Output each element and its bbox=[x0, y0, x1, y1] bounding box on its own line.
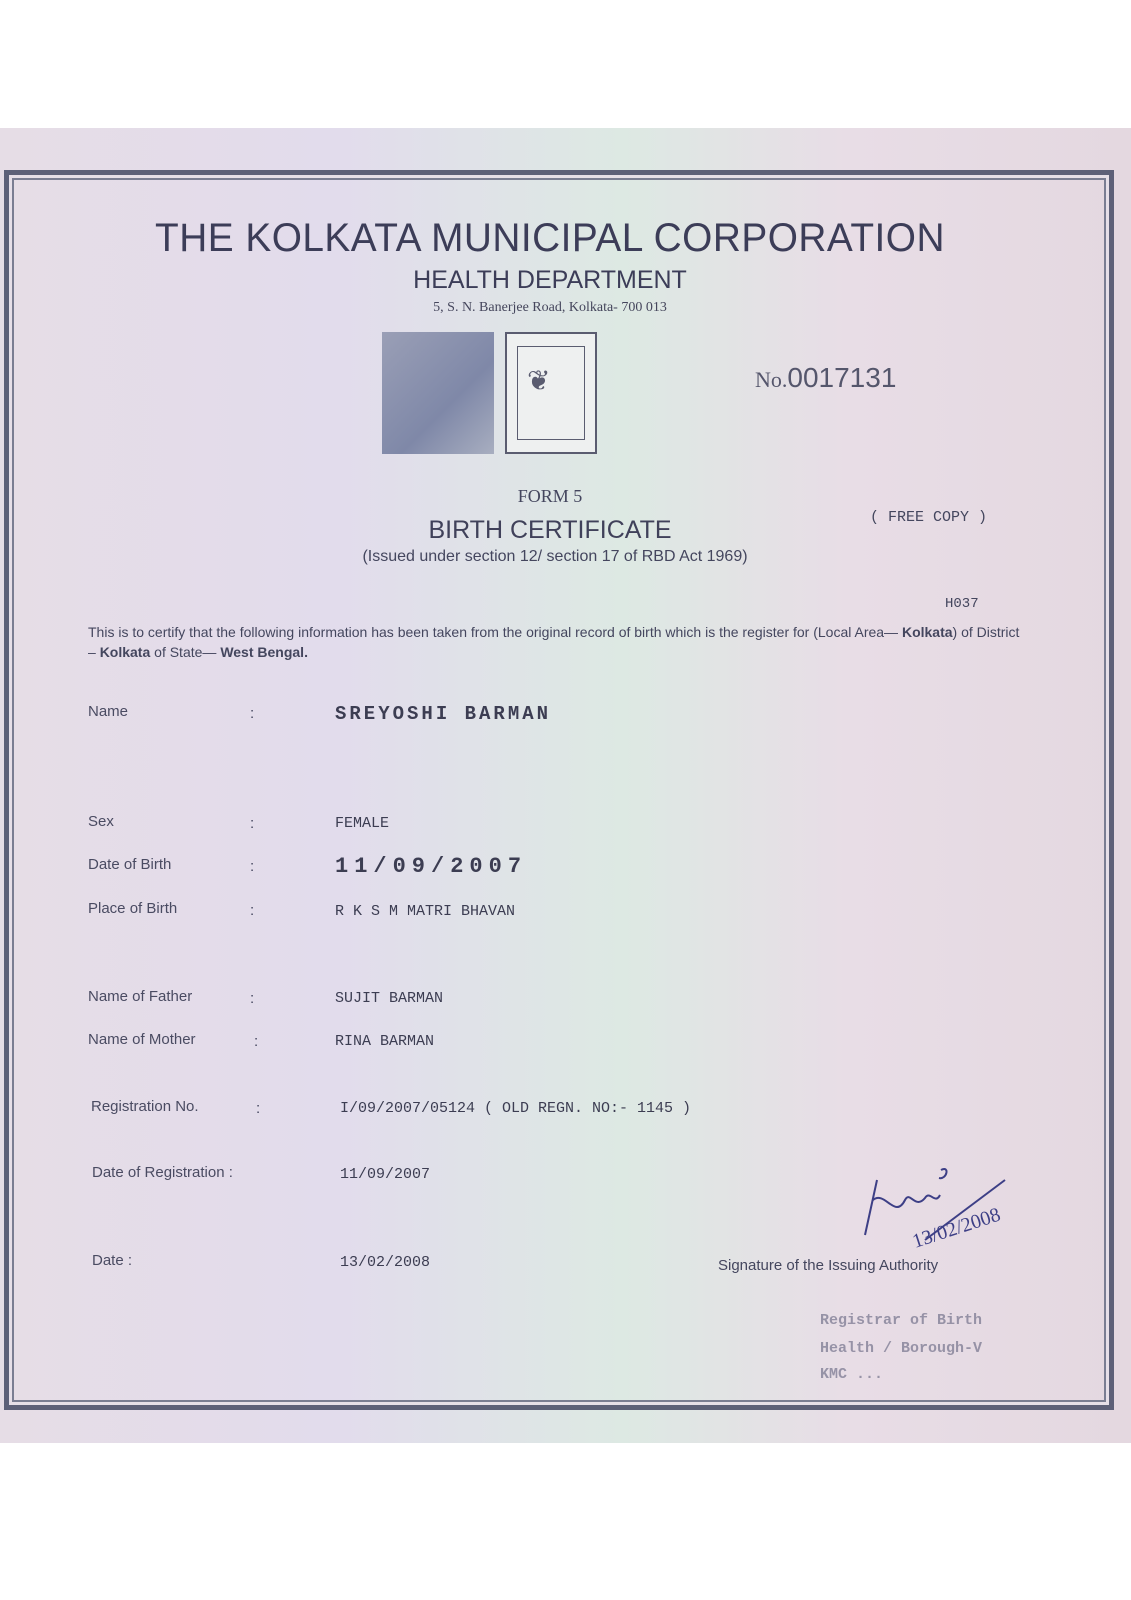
dob-label: Date of Birth bbox=[88, 856, 172, 873]
form-number: FORM 5 bbox=[517, 486, 583, 506]
colon: : bbox=[250, 902, 255, 919]
name-value: SREYOSHI BARMAN bbox=[335, 703, 552, 725]
reg-date-label: Date of Registration : bbox=[92, 1164, 233, 1181]
address: 5, S. N. Banerjee Road, Kolkata- 700 013 bbox=[433, 300, 667, 315]
colon: : bbox=[250, 705, 255, 722]
stamp-line: Registrar of Birth bbox=[820, 1312, 983, 1329]
colon: : bbox=[250, 815, 255, 832]
reg-no-value: I/09/2007/05124 ( OLD REGN. NO:- 1145 ) bbox=[340, 1100, 692, 1117]
mother-label: Name of Mother bbox=[88, 1031, 196, 1048]
issued-under: (Issued under section 12/ section 17 of RBD Act 1969) bbox=[362, 548, 748, 565]
sex-value: FEMALE bbox=[335, 815, 390, 832]
colon: : bbox=[256, 1100, 261, 1117]
stamp-line: Health / Borough-V bbox=[820, 1340, 983, 1357]
certify-paragraph: This is to certify that the following information has been taken from the original record of birth which is the register for (Local Area— Kolkata) of District – Kolkata of State— West Bengal. bbox=[88, 624, 1020, 660]
signature-label: Signature of the Issuing Authority bbox=[718, 1257, 939, 1274]
colon: : bbox=[250, 990, 255, 1007]
colon: : bbox=[254, 1033, 259, 1050]
kmc-emblem-icon: ❦ bbox=[505, 332, 597, 454]
hologram-image bbox=[382, 332, 494, 454]
sex-label: Sex bbox=[88, 813, 114, 830]
signature-date: 13/02/2008 bbox=[909, 1203, 1004, 1253]
handwritten-signature bbox=[855, 1160, 1045, 1255]
dob-value: 11/09/2007 bbox=[335, 854, 528, 879]
department-title: HEALTH DEPARTMENT bbox=[413, 266, 687, 294]
colon: : bbox=[250, 858, 255, 875]
stamp-line: KMC ... bbox=[820, 1366, 884, 1383]
organization-title: THE KOLKATA MUNICIPAL CORPORATION bbox=[155, 216, 945, 260]
certificate-title: BIRTH CERTIFICATE bbox=[428, 516, 672, 544]
name-label: Name bbox=[88, 703, 129, 720]
father-value: SUJIT BARMAN bbox=[335, 990, 444, 1007]
place-value: R K S M MATRI BHAVAN bbox=[335, 903, 516, 920]
reg-no-label: Registration No. bbox=[91, 1098, 199, 1115]
place-label: Place of Birth bbox=[88, 900, 178, 917]
reg-date-value: 11/09/2007 bbox=[340, 1166, 431, 1183]
serial-number: No.0017131 bbox=[755, 362, 897, 393]
form-code: H037 bbox=[945, 596, 979, 612]
date-label: Date : bbox=[92, 1252, 133, 1269]
mother-value: RINA BARMAN bbox=[335, 1033, 435, 1050]
copy-type: ( FREE COPY ) bbox=[870, 509, 988, 526]
father-label: Name of Father bbox=[88, 988, 193, 1005]
date-value: 13/02/2008 bbox=[340, 1254, 431, 1271]
